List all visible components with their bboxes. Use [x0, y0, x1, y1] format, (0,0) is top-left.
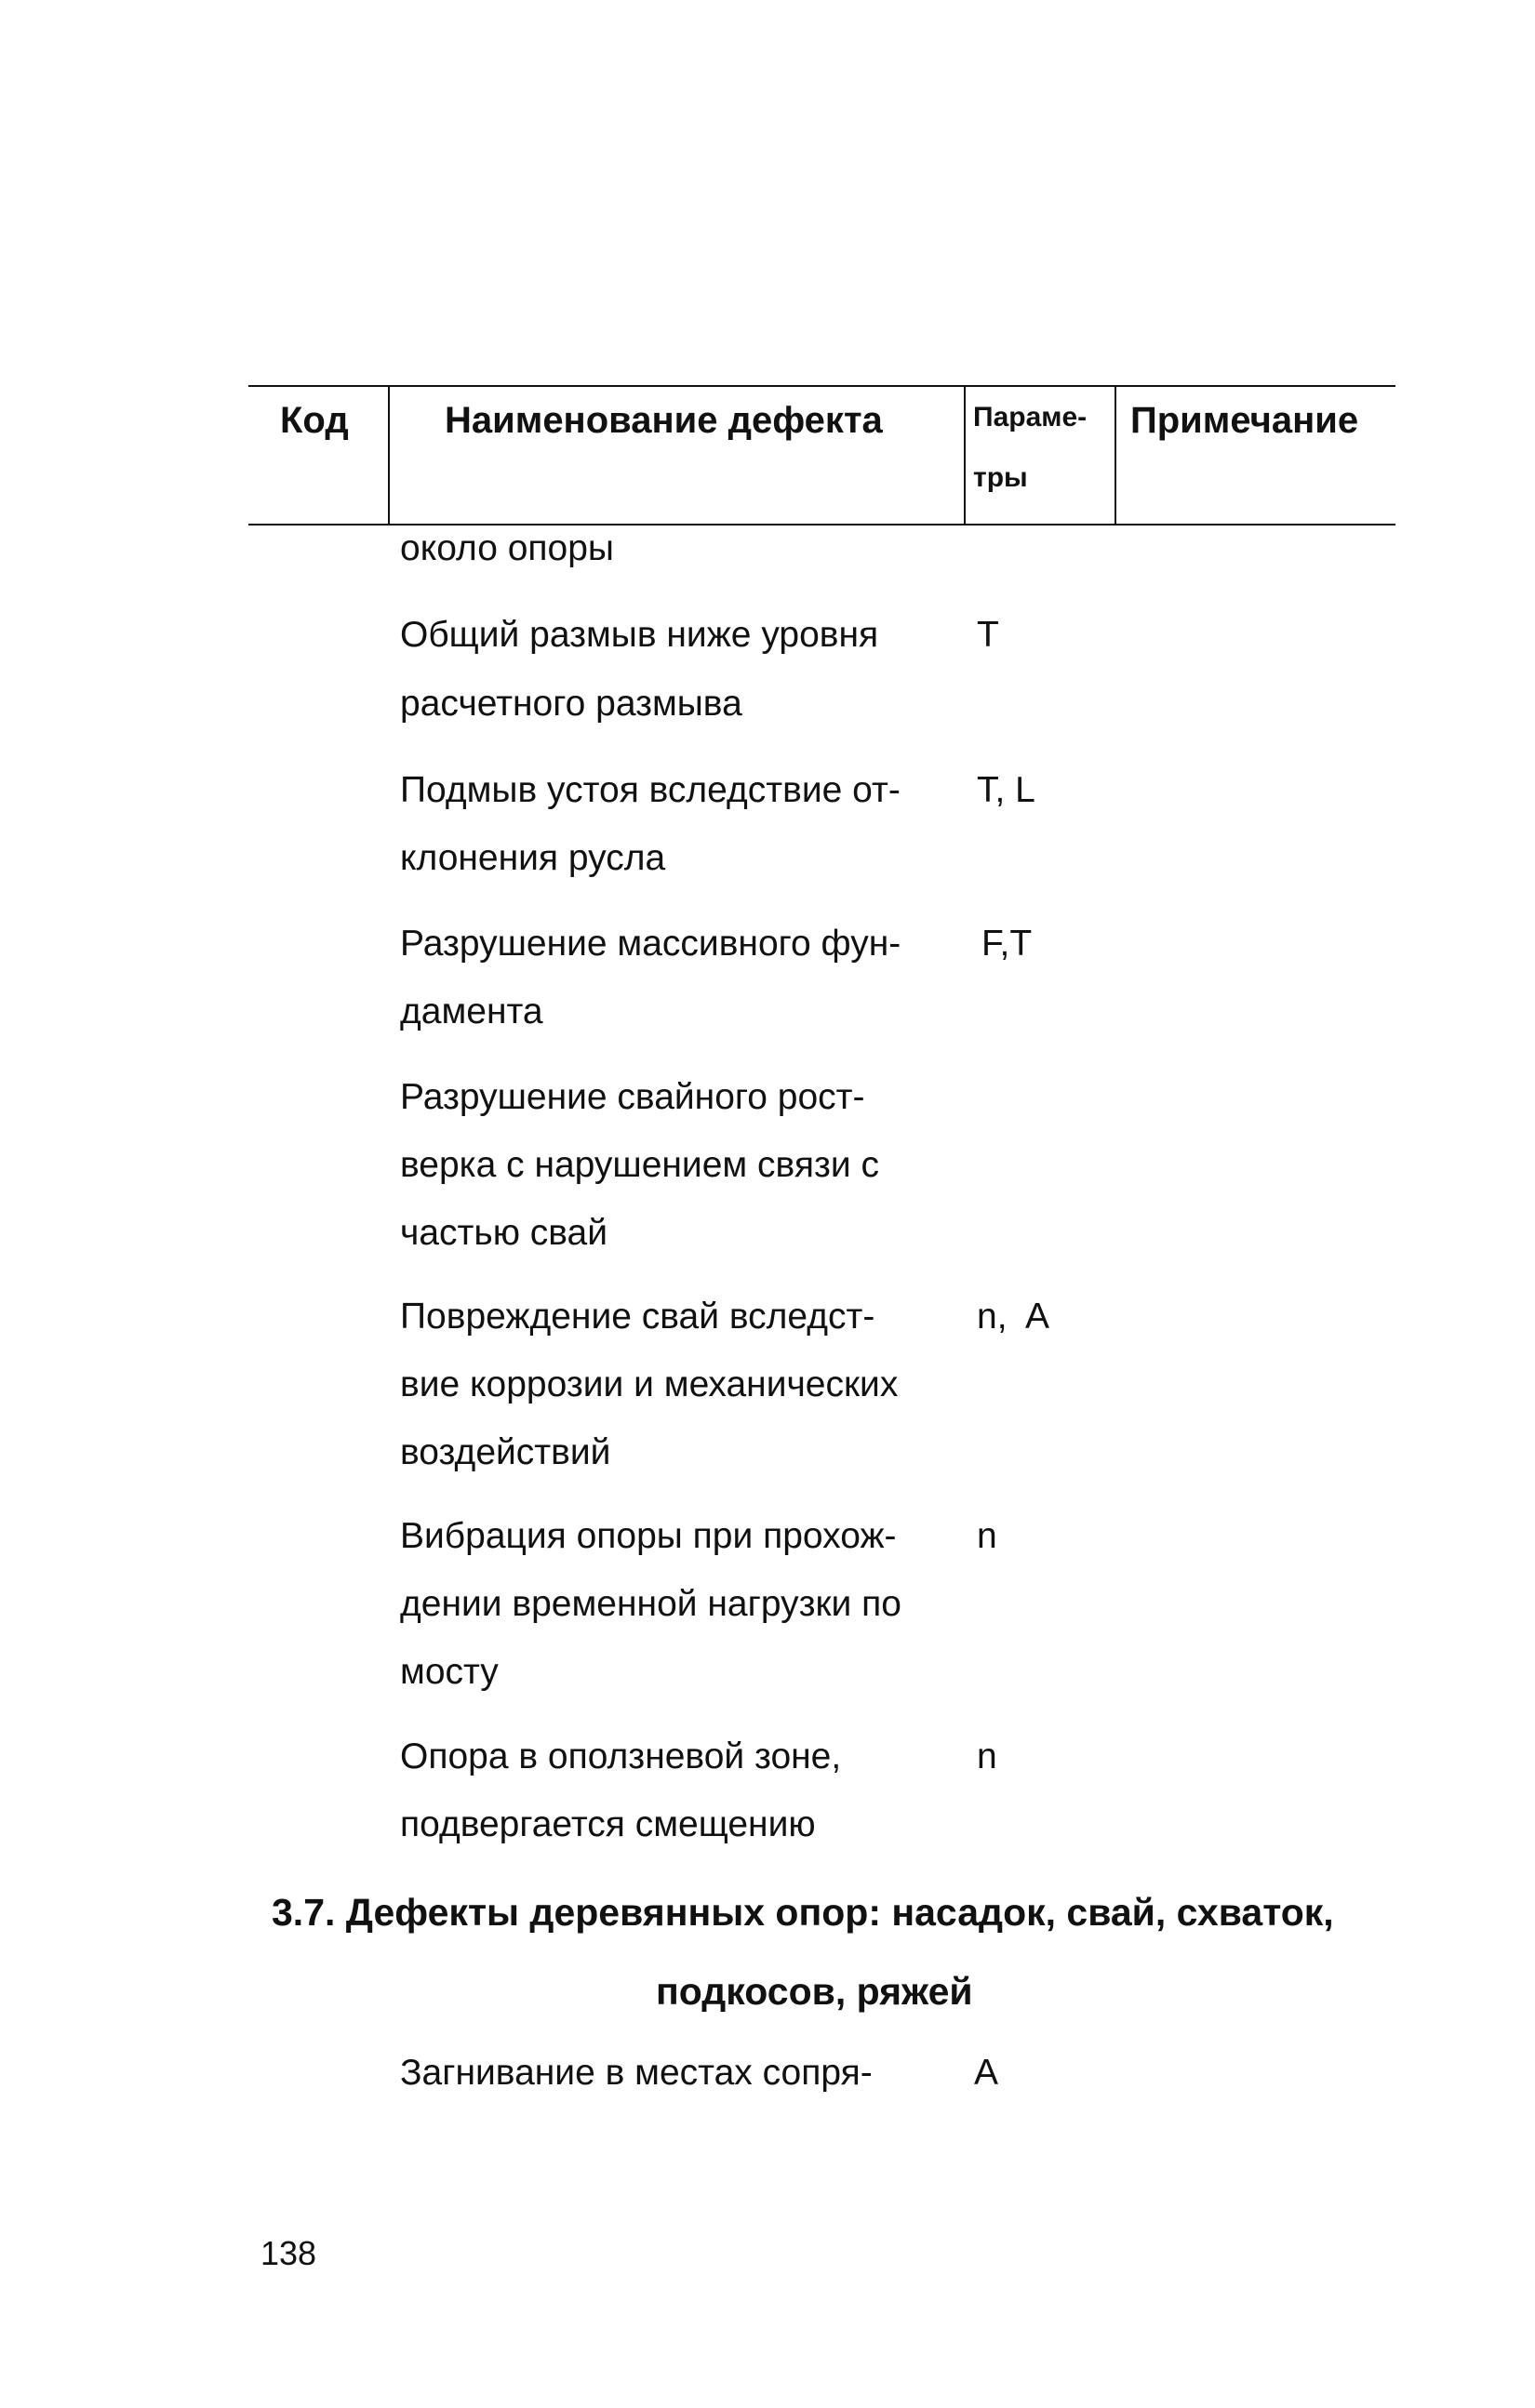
defect-params: n, A — [977, 1297, 1050, 1337]
header-params-line1: Параме- — [973, 402, 1088, 432]
defect-name-line: Разрушение свайного рост- — [400, 1077, 865, 1117]
header-params-line2: тры — [973, 462, 1028, 493]
header-defect-name: Наименование дефекта — [445, 400, 883, 441]
defect-params: T — [977, 615, 999, 655]
section-title-line1: 3.7. Дефекты деревянных опор: насадок, свай, схваток, — [272, 1891, 1334, 1934]
defect-name-line: дамента — [400, 991, 543, 1031]
defect-name-line: мосту — [400, 1652, 499, 1692]
continued-defect-text: около опоры — [400, 528, 614, 568]
table-header-divider-2 — [964, 385, 966, 526]
defect-name-line: Повреждение свай вследст- — [400, 1297, 875, 1337]
defect-name-line: вие коррозии и механических — [400, 1364, 899, 1404]
defect-name-line: подвергается смещению — [400, 1804, 816, 1844]
page-number: 138 — [260, 2234, 317, 2272]
defect-name-line: Разрушение массивного фун- — [400, 924, 901, 964]
header-note: Примечание — [1130, 400, 1359, 441]
table-header-divider-3 — [1115, 385, 1116, 526]
defect-name-line: дении временной нагрузки по — [400, 1584, 901, 1624]
section-title-line2: подкосов, ряжей — [656, 1970, 973, 2013]
defect-name-line: клонения русла — [400, 838, 666, 878]
defect-name-line: частью свай — [400, 1213, 608, 1253]
defect-name-line: верка с нарушением связи с — [400, 1145, 879, 1185]
defect-params: A — [974, 2053, 999, 2093]
table-header-divider-1 — [388, 385, 390, 526]
defect-name-line: Общий размыв ниже уровня — [400, 615, 879, 655]
defect-params: n — [977, 1736, 997, 1776]
defect-name-line: расчетного размыва — [400, 684, 742, 724]
defect-name-line: Подмыв устоя вследствие от- — [400, 770, 901, 810]
defect-name-line: Загнивание в местах сопря- — [400, 2053, 873, 2093]
defect-name-line: Опора в оползневой зоне, — [400, 1736, 842, 1776]
defect-name-line: воздействий — [400, 1432, 611, 1472]
defect-params: n — [977, 1516, 997, 1556]
defect-name-line: Вибрация опоры при прохож- — [400, 1516, 897, 1556]
defect-params: F,T — [981, 924, 1033, 964]
table-header-bottom-rule — [248, 524, 1395, 526]
header-code: Код — [280, 400, 349, 441]
table-header-top-rule — [248, 385, 1395, 387]
defect-params: T, L — [977, 770, 1035, 810]
